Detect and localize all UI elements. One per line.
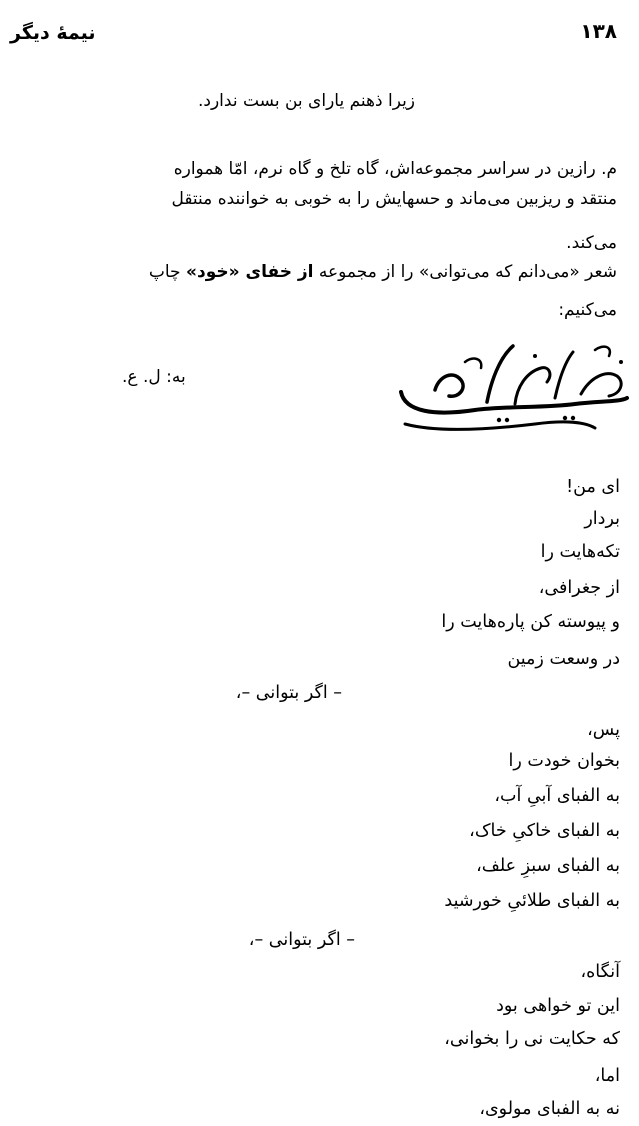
paragraph-line-1: م. رازین در سراسر مجموعه‌اش، گاه تلخ و گاه نرم، امّا همواره <box>173 159 617 179</box>
print-notice-text: شعر «می‌دانم که می‌توانی» را از مجموعه <box>318 262 617 282</box>
poem-line: اما، <box>594 1066 620 1086</box>
print-notice-end: چاپ <box>148 262 181 282</box>
poem-line: ای من! <box>566 477 620 497</box>
poem-line: تکه‌هایت را <box>540 542 620 562</box>
poem-line: به الفبای سبزِ علف، <box>476 856 620 876</box>
poem-line-indented: – اگر بتوانی –، <box>248 930 355 950</box>
poem-line-indented: – اگر بتوانی –، <box>235 683 342 703</box>
poem-line: بخوان خودت را <box>508 751 620 771</box>
poem-line: پس، <box>587 720 620 740</box>
poem-line: نه به الفبای مولوی، <box>479 1099 620 1119</box>
poem-line: به الفبای خاکیِ خاک، <box>469 821 620 841</box>
paragraph-line-2: منتقد و ریزبین می‌ماند و حسهایش را به خوبی به خواننده منتقل <box>171 189 617 209</box>
running-title: نیمهٔ دیگر <box>10 22 96 44</box>
paragraph-line-3: می‌کند. <box>566 233 617 253</box>
intro-line: زیرا ذهنم یارای بن بست ندارد. <box>198 91 416 111</box>
poem-line: به الفبای آبیِ آب، <box>494 786 620 806</box>
calligraphic-poem-title <box>395 332 635 442</box>
print-notice-line-1 <box>149 259 617 285</box>
poem-line: و پیوسته کن پاره‌هایت را <box>441 612 620 632</box>
dedication: به: ل. ع. <box>122 367 186 387</box>
poem-line: که حکایت نی را بخوانی، <box>444 1029 620 1049</box>
poem-line: در وسعت زمین <box>507 649 620 669</box>
poem-line: این تو خواهی بود <box>496 996 620 1016</box>
collection-title: از خفای «خود» <box>185 262 314 282</box>
poem-line: بردار <box>584 509 620 529</box>
poem-line: به الفبای طلائیِ خورشید <box>444 891 620 911</box>
poem-line: آنگاه، <box>580 962 620 982</box>
page-number: ۱۳۸ <box>580 19 617 43</box>
print-notice-line-2: می‌کنیم: <box>558 300 617 320</box>
poem-line: از جغرافی، <box>538 578 620 598</box>
